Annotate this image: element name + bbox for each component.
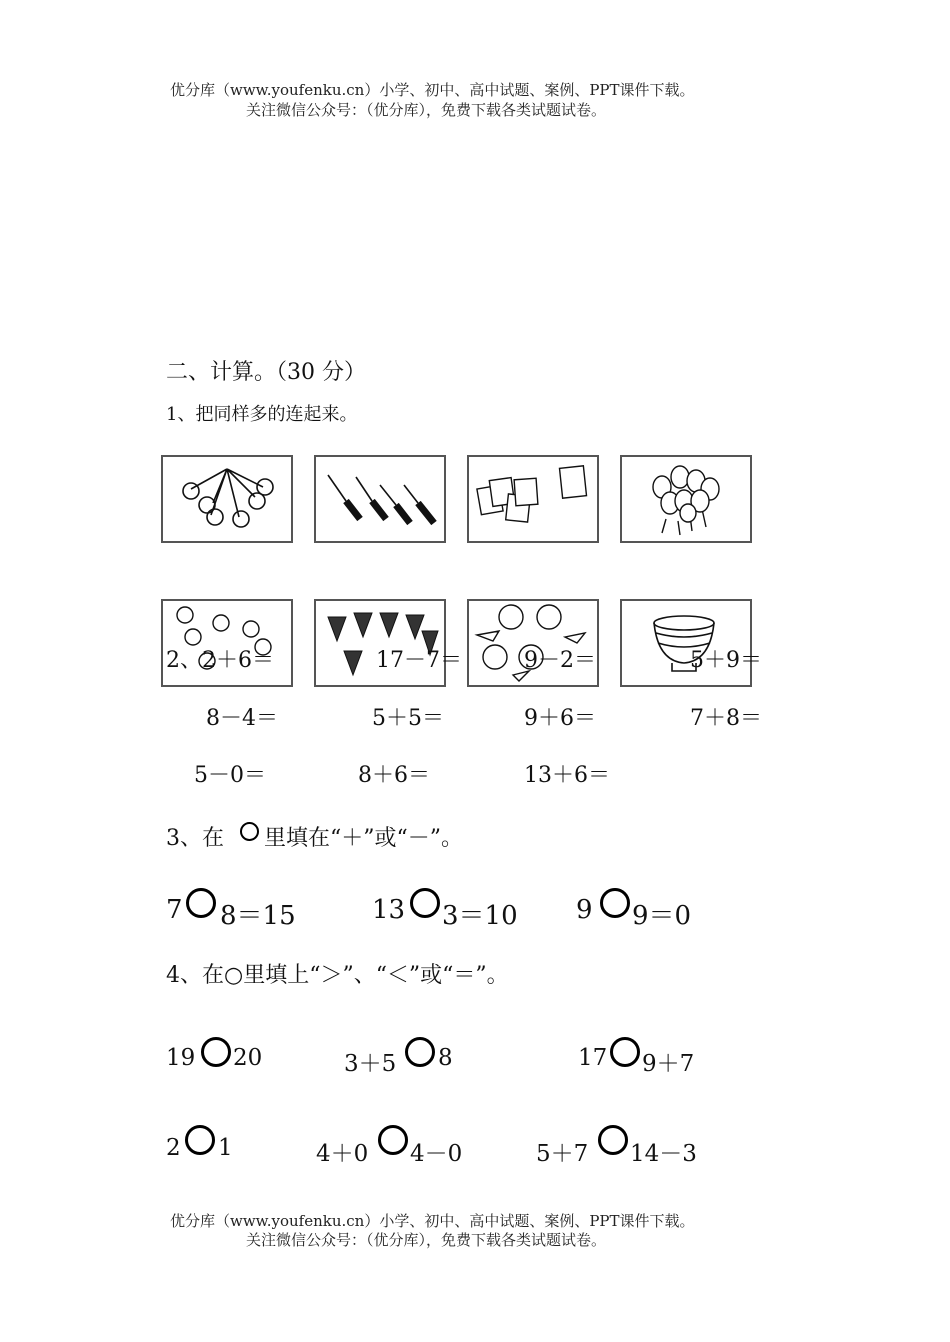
q4-item-1-left: 19	[166, 1045, 196, 1071]
q4-item-5-right: 4－0	[410, 1141, 463, 1167]
q4-item-3-blank[interactable]	[610, 1037, 640, 1067]
books-icon	[469, 457, 597, 541]
q4-item-1-blank[interactable]	[201, 1037, 231, 1067]
q1-title: 1、把同样多的连起来。	[166, 404, 358, 425]
knives-icon	[316, 457, 444, 541]
q4-item-6-right: 14－3	[630, 1141, 697, 1167]
balloons-icon	[622, 457, 750, 541]
q2-eq-1-3: 9－2＝	[524, 648, 596, 673]
picture-box-books	[467, 455, 599, 543]
q4-item-4-right: 1	[218, 1135, 233, 1161]
q4-item-2-right: 8	[438, 1045, 453, 1071]
q4-item-5-left: 4＋0	[316, 1141, 369, 1167]
picture-box-balloons	[620, 455, 752, 543]
q4-item-3-right: 9＋7	[642, 1051, 695, 1077]
q4-item-6-blank[interactable]	[598, 1125, 628, 1155]
cherries-icon	[163, 457, 291, 541]
q3-item-2-blank[interactable]	[410, 888, 440, 918]
q3-item-2-left: 13	[372, 895, 406, 925]
q4-item-4-blank[interactable]	[185, 1125, 215, 1155]
section-title: 二、计算。（30 分）	[166, 360, 366, 385]
q4-item-4-left: 2	[166, 1135, 181, 1161]
q3-item-1-right: 8＝15	[220, 901, 296, 931]
q4-item-2-blank[interactable]	[405, 1037, 435, 1067]
q2-eq-1-2: 17－7＝	[376, 648, 462, 673]
q2-eq-2-2: 5＋5＝	[372, 706, 444, 731]
picture-box-knives	[314, 455, 446, 543]
q2-eq-2-1: 8－4＝	[206, 706, 278, 731]
q2-eq-3-3: 13＋6＝	[524, 763, 610, 788]
footer-line-1: 优分库（www.youfenku.cn）小学、初中、高中试题、案例、PPT课件下载。	[170, 1212, 695, 1230]
q3-item-2-right: 3＝10	[442, 901, 518, 931]
picture-box-cherries	[161, 455, 293, 543]
footer-line-2: 关注微信公众号：（优分库），免费下载各类试题试卷。	[246, 1231, 607, 1249]
q3-title-start: 3、在	[166, 826, 224, 851]
header-line-1: 优分库（www.youfenku.cn）小学、初中、高中试题、案例、PPT课件下载。	[170, 81, 695, 99]
q4-item-3-left: 17	[578, 1045, 608, 1071]
q3-item-1-left: 7	[166, 895, 183, 925]
q2-eq-1-4: 5＋9＝	[690, 648, 762, 673]
q4-title: 4、在○里填上“＞”、“＜”或“＝”。	[166, 963, 509, 988]
q3-item-1-blank[interactable]	[186, 888, 216, 918]
q2-eq-2-4: 7＋8＝	[690, 706, 762, 731]
q2-eq-2-3: 9＋6＝	[524, 706, 596, 731]
q4-item-6-left: 5＋7	[536, 1141, 589, 1167]
q2-eq-1-1: 2、2＋6＝	[166, 648, 274, 673]
header-line-2: 关注微信公众号：（优分库），免费下载各类试题试卷。	[246, 101, 607, 119]
q4-item-2-left: 3＋5	[344, 1051, 397, 1077]
q3-item-3-blank[interactable]	[600, 888, 630, 918]
q3-title-circle-icon	[240, 822, 259, 841]
q3-title-end: 里填在“＋”或“－”。	[264, 826, 463, 851]
q4-item-1-right: 20	[233, 1045, 263, 1071]
q3-item-3-right: 9＝0	[632, 901, 692, 931]
q2-eq-3-2: 8＋6＝	[358, 763, 430, 788]
q3-item-3-left: 9	[576, 895, 593, 925]
q4-item-5-blank[interactable]	[378, 1125, 408, 1155]
q2-eq-3-1: 5－0＝	[194, 763, 266, 788]
